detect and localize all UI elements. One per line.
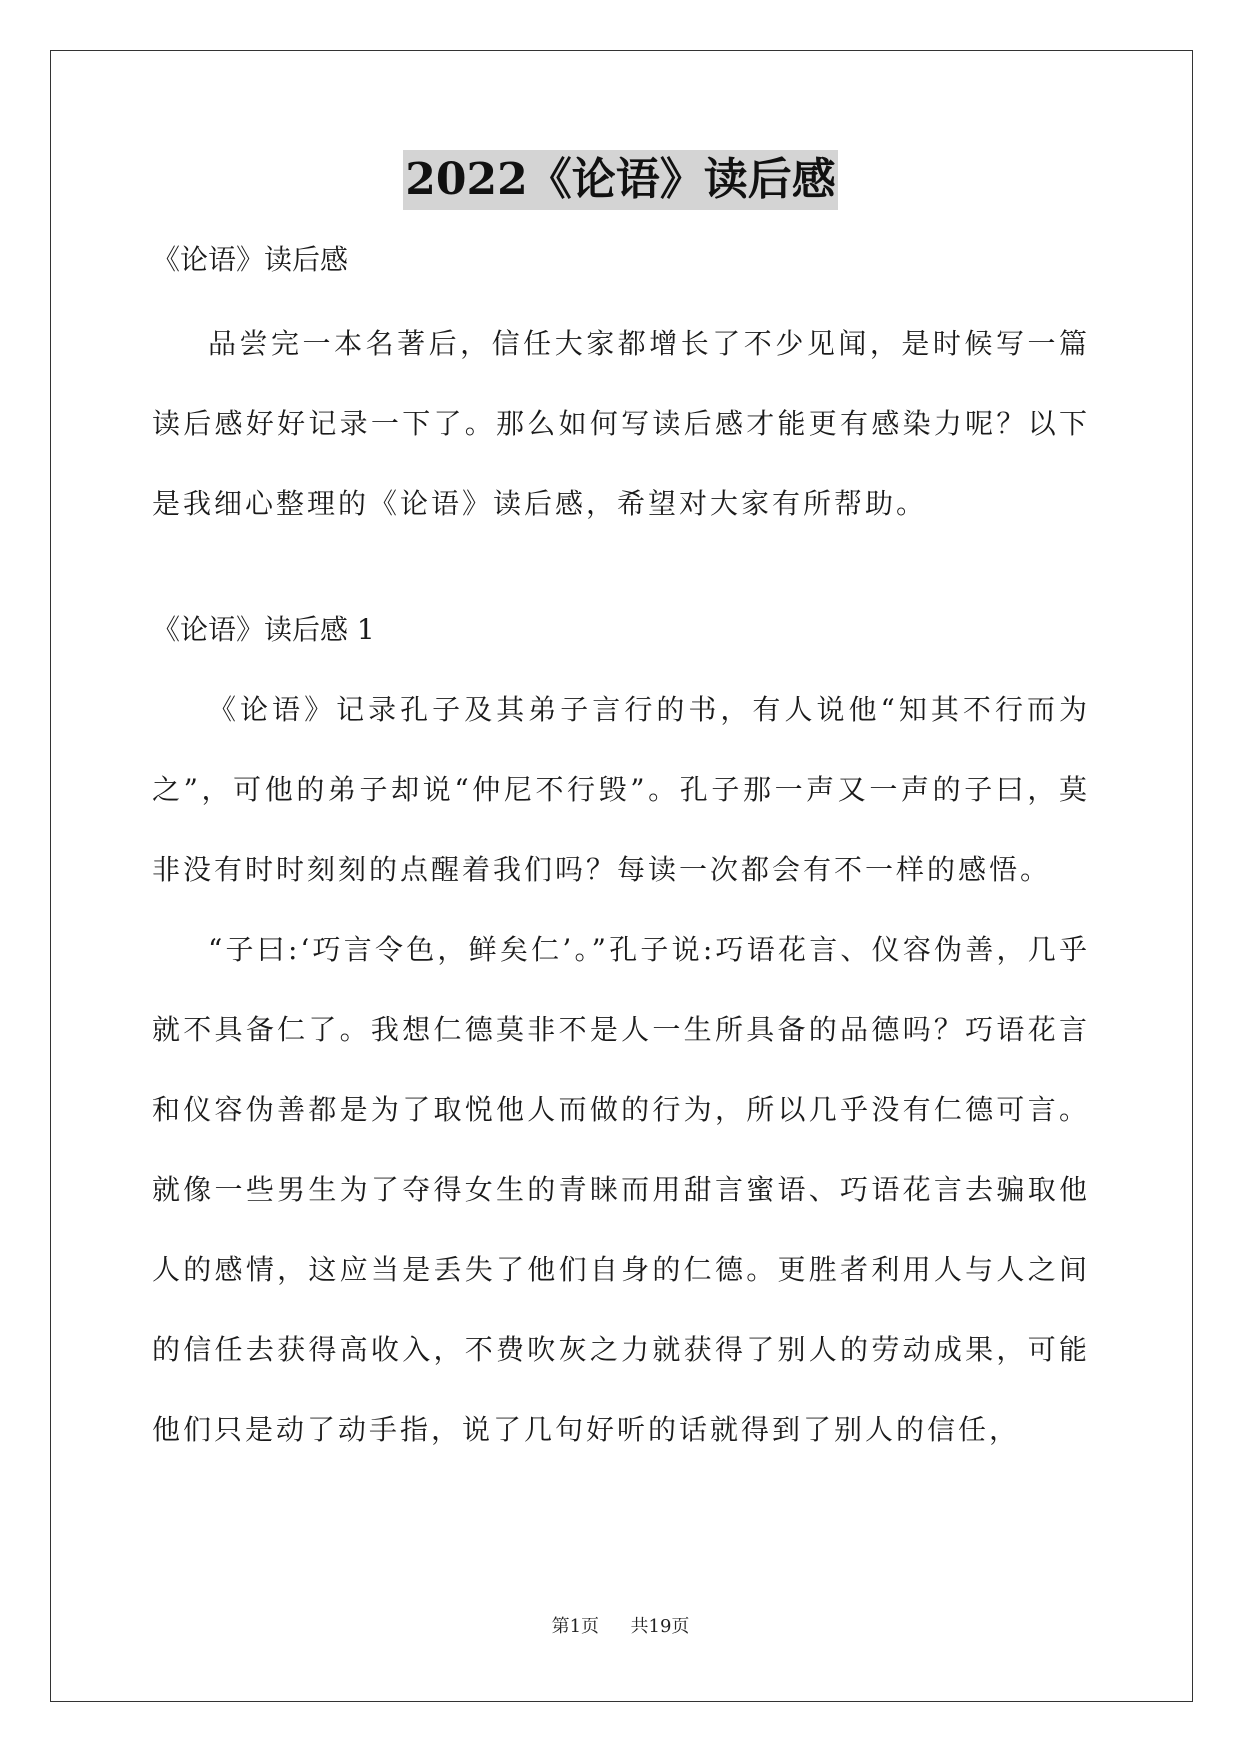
page-number-current: 第1页 [551,1616,600,1637]
intro-heading: 《论语》读后感 [152,243,349,276]
page-number-total: 共19页 [630,1616,690,1637]
title-container [0,150,1241,210]
intro-paragraph: 品尝完一本名著后，信任大家都增长了不少见闻，是时候写一篇读后感好好记录一下了。那么如何写读后感才能更有感染力呢？以下是我细心整理的《论语》读后感，希望对大家有所帮助。 [152,327,1090,520]
section1-heading: 《论语》读后感 1 [152,613,375,646]
document-body [152,232,1090,1470]
page-footer [0,1612,1241,1638]
section1-paragraph-1: 《论语》记录孔子及其弟子言行的书，有人说他“知其不行而为之”，可他的弟子却说“仲尼不行毁”。孔子那一声又一声的子曰，莫非没有时时刻刻的点醒着我们吗？每读一次都会有不一样的感悟。 [152,693,1090,886]
document-title: 2022《论语》读后感 [403,150,837,210]
section1-paragraph-2: “子曰:‘巧言令色，鲜矣仁’。”孔子说:巧语花言、仪容伪善，几乎就不具备仁了。我想仁德莫非不是人一生所具备的品德吗？巧语花言和仪容伪善都是为了取悦他人而做的行为，所以几乎没有仁德可言。就像一些男生为了夺得女生的青睐而用甜言蜜语、巧语花言去骗取他人的感情，这应当是丢失了他们自身的仁德。更胜者利用人与人之间的信任去获得高收入，不费吹灰之力就获得了别人的劳动成果，可能他们只是动了动手指，说了几句好听的话就得到了别人的信任， [152,933,1090,1446]
